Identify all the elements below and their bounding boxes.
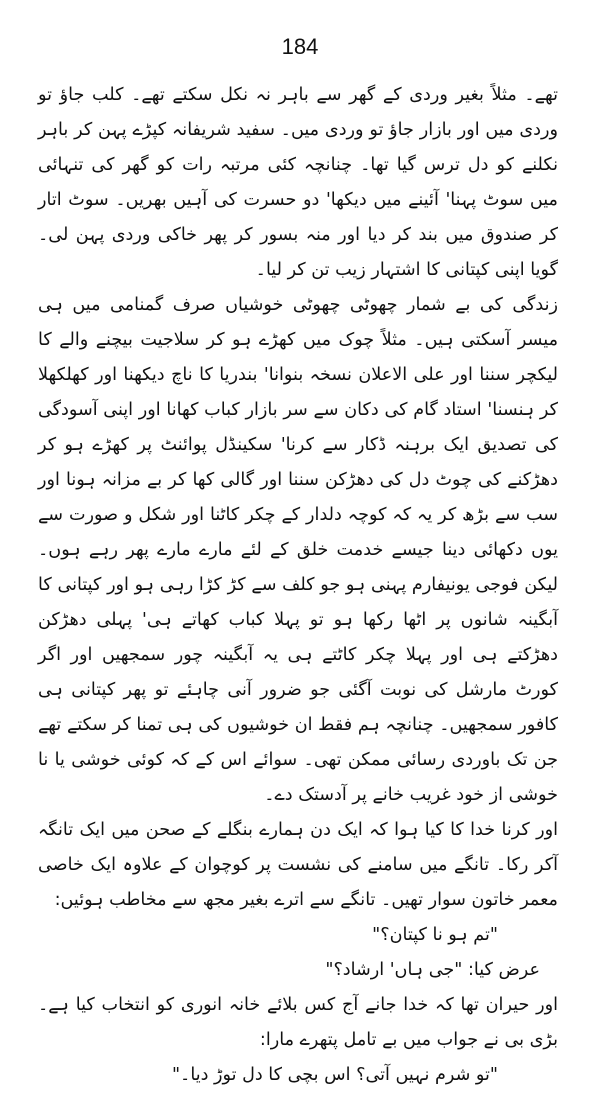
page-number: 184 <box>281 34 319 59</box>
quote-line-2: عرض کیا: "جی ہاں' ارشاد؟" <box>325 960 540 980</box>
quote-line-3: "تو شرم نہیں آتی؟ اس بچی کا دل توڑ دیا۔" <box>171 1065 498 1085</box>
paragraph-1: تھے۔ مثلاً بغیر وردی کے گھر سے باہر نہ نکل سکتے تھے۔ کلب جاؤ تو وردی میں اور بازار جاؤ تو وردی میں۔ سفید شریفانہ کپڑے پہن کر باہر نکلنے کو دل ترس گیا تھا۔ چنانچہ کئی مرتبہ رات کو گھر کی تنہائی میں سوٹ پہنا' آئینے میں دیکھا' دو حسرت کی آہیں بھریں۔ سوٹ اتار کر صندوق میں بند کر دیا اور منہ بسور کر پھر خاکی وردی پہن لی۔ گویا اپنی کپتانی کا اشتہار زیب تن کر لیا۔ <box>38 85 558 280</box>
page-body <box>38 78 558 1093</box>
paragraph-4: اور حیران تھا کہ خدا جانے آج کس بلائے خانہ انوری کو انتخاب کیا ہے۔ بڑی بی نے جواب میں بے تامل پتھرے مارا: <box>38 995 558 1050</box>
paragraph-3: اور کرنا خدا کا کیا ہوا کہ ایک دن ہمارے بنگلے کے صحن میں ایک تانگہ آکر رکا۔ تانگے میں سامنے کی نشست پر کوچوان کے علاوہ ایک خاصی معمر خاتون سوار تھیں۔ تانگے سے اترے بغیر مجھ سے مخاطب ہوئیں: <box>38 820 558 910</box>
paragraph-2: زندگی کی بے شمار چھوٹی چھوٹی خوشیاں صرف گمنامی میں ہی میسر آسکتی ہیں۔ مثلاً چوک میں کھڑے ہو کر سلاجیت بیچنے والے کا لیکچر سننا اور علی الاعلان نسخہ بنوانا' بندریا کا ناچ دیکھنا اور کھلکھلا کر ہنسنا' استاد گام کی دکان سے سر بازار کباب کھانا اور اپنی آسودگی کی تصدیق ایک برہنہ ڈکار سے کرنا' سکینڈل پوائنٹ پر کھڑے ہو کر دھڑکنے کی چوٹ دل کی دھڑکن سننا اور گالی کھا کر بے مزانہ ہونا اور سب سے بڑھ کر یہ کہ کوچہ دلدار کے چکر کاٹنا اور شکل و صورت سے یوں دکھائی دینا جیسے خدمت خلق کے لئے مارے مارے پھر رہے ہوں۔ لیکن فوجی یونیفارم پہنی ہو جو کلف سے کڑ کڑا رہی ہو اور کپتانی کا آبگینہ شانوں پر اٹھا رکھا ہو تو پہلا کباب کھاتے ہی' پہلی دھڑکن دھڑکتے ہی اور پہلا چکر کاٹتے ہی یہ آبگینہ چور سمجھیں اور اگر کورٹ مارشل کی نوبت آگئی جو ضرور آنی چاہئے تو پھر کپتانی ہی کافور سمجھیں۔ چنانچہ ہم فقط ان خوشیوں کی ہی تمنا کر سکتے تھے جن تک باوردی رسائی ممکن تھی۔ سوائے اس کے کہ کوئی خوشی یا نا خوشی از خود غریب خانے پر آدستک دے۔ <box>38 295 558 805</box>
quote-line-1: "تم ہو نا کپتان؟" <box>372 925 498 945</box>
